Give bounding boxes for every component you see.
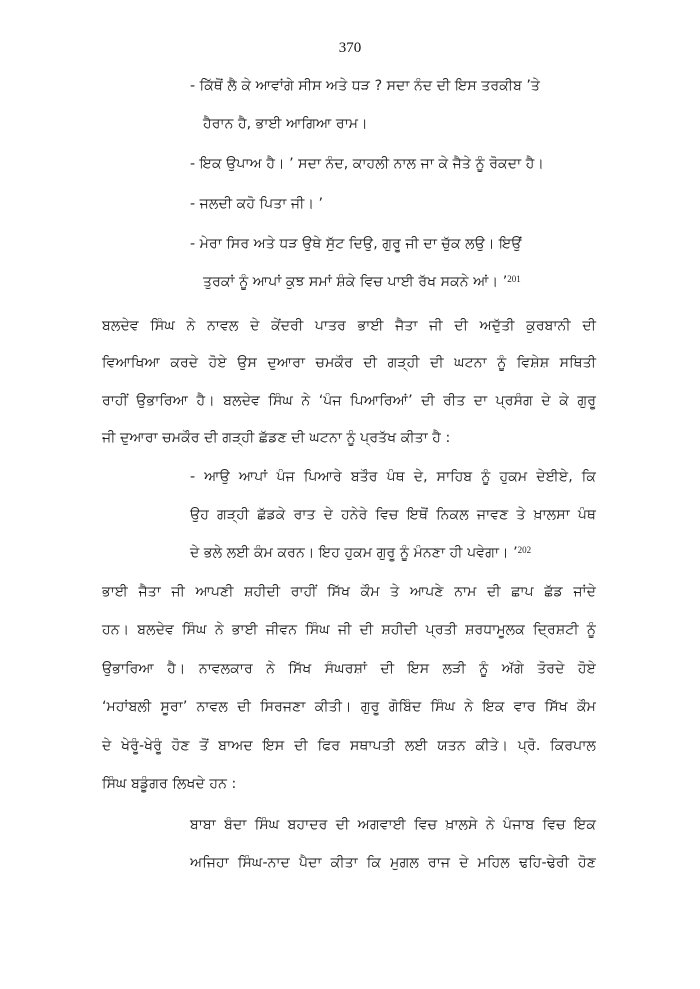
quote-line: ਉਹ ਗੜ੍ਹੀ ਛੱਡਕੇ ਰਾਤ ਦੇ ਹਨੇਰੇ ਵਿਚ ਇਥੋਂ ਨਿਕਲ ਜਾਵਣ ਤੇ ਖ਼ਾਲਸਾ ਪੰਥ: [190, 507, 596, 523]
dialogue-text: ਤੁਰਕਾਂ ਨੂੰ ਆਪਾਂ ਕੁਝ ਸਮਾਂ ਸ਼ੰਕੇ ਵਿਚ ਪਾਈ ਰੱਖ ਸਕਨੇ ਆਂ। ’: [203, 274, 508, 290]
quote-line: ਅਜਿਹਾ ਸਿੰਘ-ਨਾਦ ਪੈਦਾ ਕੀਤਾ ਕਿ ਮੁਗਲ ਰਾਜ ਦੇ ਮਹਿਲ ਢਹਿ-ਢੇਰੀ ਹੋਣ: [190, 855, 596, 871]
dialogue-line: [203, 272, 521, 292]
footnote-ref: 201: [507, 274, 521, 284]
paragraph-line: ‘ਮਹਾਂਬਲੀ ਸੂਰਾ’ ਨਾਵਲ ਦੀ ਸਿਰਜਣਾ ਕੀਤੀ। ਗੁਰੂ ਗੋਬਿੰਦ ਸਿੰਘ ਨੇ ਇਕ ਵਾਰ ਸਿੱਖ ਕੌਮ: [102, 699, 596, 715]
dialogue-line: - ਕਿੱਥੋਂ ਲੈ ਕੇ ਆਵਾਂਗੇ ਸੀਸ ਅਤੇ ਧੜ ? ਸਦਾ ਨੰਦ ਦੀ ਇਸ ਤਰਕੀਬ ’ਤੇ: [190, 78, 541, 94]
dialogue-line: - ਇਕ ਉਪਾਅ ਹੈ। ’ ਸਦਾ ਨੰਦ, ਕਾਹਲੀ ਨਾਲ ਜਾ ਕੇ ਜੈਤੇ ਨੂੰ ਰੋਕਦਾ ਹੈ।: [190, 156, 544, 172]
paragraph-line: ਰਾਹੀਂ ਉਭਾਰਿਆ ਹੈ। ਬਲਦੇਵ ਸਿੰਘ ਨੇ ‘ਪੰਜ ਪਿਆਰਿਆਂ’ ਦੀ ਰੀਤ ਦਾ ਪ੍ਰਸੰਗ ਦੇ ਕੇ ਗੁਰੂ: [102, 393, 596, 409]
paragraph-line: ਸਿੰਘ ਬਡੂੰਗਰ ਲਿਖਦੇ ਹਨ :: [102, 776, 237, 792]
paragraph-line: ਜੀ ਦੁਆਰਾ ਚਮਕੌਰ ਦੀ ਗੜ੍ਹੀ ਛੱਡਣ ਦੀ ਘਟਨਾ ਨੂੰ ਪ੍ਰਤੱਖ ਕੀਤਾ ਹੈ :: [102, 430, 451, 446]
paragraph-line: ਹਨ। ਬਲਦੇਵ ਸਿੰਘ ਨੇ ਭਾਈ ਜੀਵਨ ਸਿੰਘ ਜੀ ਦੀ ਸ਼ਹੀਦੀ ਪ੍ਰਤੀ ਸ਼ਰਧਾਮੂਲਕ ਦ੍ਰਿਸ਼ਟੀ ਨੂੰ: [102, 622, 596, 638]
dialogue-line: - ਮੇਰਾ ਸਿਰ ਅਤੇ ਧੜ ਉਥੇ ਸੁੱਟ ਦਿਉ, ਗੁਰੂ ਜੀ ਦਾ ਚੁੱਕ ਲਉ। ਇਉਂ: [190, 236, 522, 252]
paragraph-line: ਉਭਾਰਿਆ ਹੈ। ਨਾਵਲਕਾਰ ਨੇ ਸਿੱਖ ਸੰਘਰਸ਼ਾਂ ਦੀ ਇਸ ਲੜੀ ਨੂੰ ਅੱਗੇ ਤੋਰਦੇ ਹੋਏ: [102, 661, 596, 677]
paragraph-line: ਵਿਆਖਿਆ ਕਰਦੇ ਹੋਏ ਉਸ ਦੁਆਰਾ ਚਮਕੌਰ ਦੀ ਗੜ੍ਹੀ ਦੀ ਘਟਨਾ ਨੂੰ ਵਿਸ਼ੇਸ਼ ਸਥਿਤੀ: [102, 355, 596, 371]
paragraph-line: ਬਲਦੇਵ ਸਿੰਘ ਨੇ ਨਾਵਲ ਦੇ ਕੇਂਦਰੀ ਪਾਤਰ ਭਾਈ ਜੈਤਾ ਜੀ ਦੀ ਅਦੁੱਤੀ ਕੁਰਬਾਨੀ ਦੀ: [102, 318, 596, 334]
paragraph-line: ਭਾਈ ਜੈਤਾ ਜੀ ਆਪਣੀ ਸ਼ਹੀਦੀ ਰਾਹੀਂ ਸਿੱਖ ਕੌਮ ਤੇ ਆਪਣੇ ਨਾਮ ਦੀ ਛਾਪ ਛੱਡ ਜਾਂਦੇ: [102, 584, 596, 600]
page-number: 370: [338, 40, 362, 56]
quote-text: ਦੇ ਭਲੇ ਲਈ ਕੰਮ ਕਰਨ। ਇਹ ਹੁਕਮ ਗੁਰੂ ਨੂੰ ਮੰਨਣਾ ਹੀ ਪਵੇਗਾ। ’: [190, 545, 518, 561]
dialogue-line: - ਜਲਦੀ ਕਹੋ ਪਿਤਾ ਜੀ। ’: [190, 196, 324, 212]
footnote-ref: 202: [517, 545, 532, 555]
quote-line: - ਆਉ ਆਪਾਂ ਪੰਜ ਪਿਆਰੇ ਬਤੌਰ ਪੰਥ ਦੇ, ਸਾਹਿਬ ਨੂੰ ਹੁਕਮ ਦੇਈਏ, ਕਿ: [190, 469, 596, 485]
paragraph-line: ਦੇ ਖੇਰੂੰ-ਖੇਰੂੰ ਹੋਣ ਤੋਂ ਬਾਅਦ ਇਸ ਦੀ ਫਿਰ ਸਥਾਪਤੀ ਲਈ ਯਤਨ ਕੀਤੇ। ਪ੍ਰੋ. ਕਿਰਪਾਲ: [102, 738, 596, 754]
dialogue-line: ਹੈਰਾਨ ਹੈ, ਭਾਈ ਆਗਿਆ ਰਾਮ।: [203, 116, 368, 132]
quote-line: ਬਾਬਾ ਬੰਦਾ ਸਿੰਘ ਬਹਾਦਰ ਦੀ ਅਗਵਾਈ ਵਿਚ ਖ਼ਾਲਸੇ ਨੇ ਪੰਜਾਬ ਵਿਚ ਇਕ: [190, 817, 596, 833]
quote-line: [190, 543, 531, 563]
